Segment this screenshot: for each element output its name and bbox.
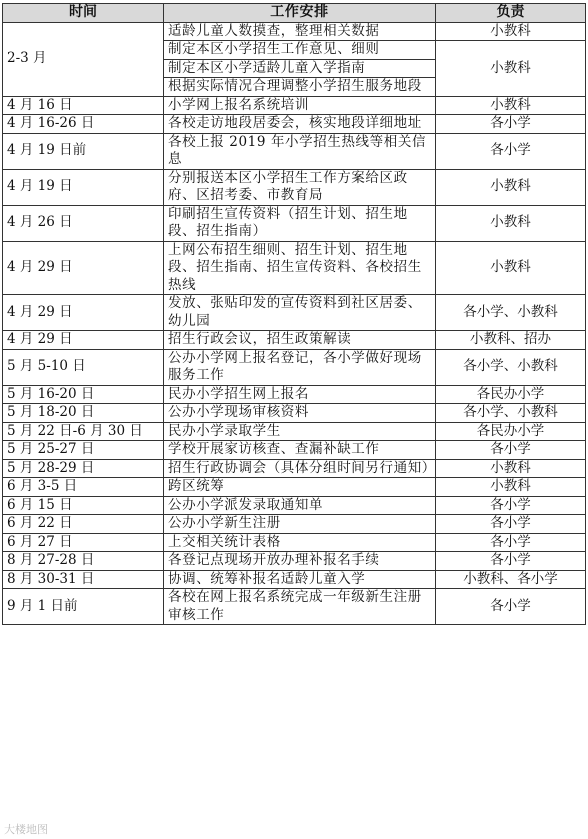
responsible-cell: 小教科 [436, 241, 586, 295]
time-cell: 5 月 25-27 日 [3, 441, 164, 460]
responsible-cell: 各小学 [436, 533, 586, 552]
table-row [3, 96, 586, 115]
responsible-cell: 小教科 [436, 205, 586, 241]
time-cell: 5 月 16-20 日 [3, 385, 164, 404]
table-row [3, 496, 586, 515]
task-cell: 学校开展家访核查、查漏补缺工作 [164, 441, 436, 460]
watermark: 大楼地图 [4, 823, 48, 836]
time-cell: 4 月 19 日前 [3, 133, 164, 169]
time-cell: 4 月 29 日 [3, 331, 164, 350]
responsible-cell: 小教科、各小学 [436, 570, 586, 589]
responsible-cell: 小教科、招办 [436, 331, 586, 350]
table-row [3, 295, 586, 331]
table-row [3, 404, 586, 423]
time-cell: 9 月 1 日前 [3, 589, 164, 625]
time-cell: 5 月 22 日-6 月 30 日 [3, 422, 164, 441]
table-row [3, 385, 586, 404]
time-cell: 4 月 29 日 [3, 241, 164, 295]
task-cell: 各校走访地段居委会，核实地段详细地址 [164, 115, 436, 134]
time-cell: 6 月 27 日 [3, 533, 164, 552]
table-row [3, 515, 586, 534]
header-task: 工作安排 [164, 4, 436, 23]
responsible-cell: 各小学、小教科 [436, 404, 586, 423]
task-cell: 各校在网上报名系统完成一年级新生注册审核工作 [164, 589, 436, 625]
table-row [3, 241, 586, 295]
header-row [3, 4, 586, 23]
time-cell: 4 月 26 日 [3, 205, 164, 241]
block-task-cell: 适龄儿童人数摸查，整理相关数据 [164, 22, 436, 41]
time-cell: 8 月 30-31 日 [3, 570, 164, 589]
responsible-cell: 小教科 [436, 96, 586, 115]
task-cell: 上网公布招生细则、招生计划、招生地段、招生指南、招生宣传资料、各校招生热线 [164, 241, 436, 295]
task-cell: 公办小学新生注册 [164, 515, 436, 534]
table-row [3, 459, 586, 478]
schedule-table [2, 3, 586, 625]
responsible-cell: 各小学 [436, 441, 586, 460]
time-cell: 4 月 29 日 [3, 295, 164, 331]
task-cell: 民办小学招生网上报名 [164, 385, 436, 404]
header-time: 时间 [3, 4, 164, 23]
task-cell: 分别报送本区小学招生工作方案给区政府、区招考委、市教育局 [164, 169, 436, 205]
table-row [3, 570, 586, 589]
time-cell: 6 月 15 日 [3, 496, 164, 515]
table-row [3, 441, 586, 460]
task-cell: 发放、张贴印发的宣传资料到社区居委、幼儿园 [164, 295, 436, 331]
time-cell: 4 月 16 日 [3, 96, 164, 115]
task-cell: 招生行政会议，招生政策解读 [164, 331, 436, 350]
time-cell: 4 月 19 日 [3, 169, 164, 205]
block-task-cell: 制定本区小学适龄儿童入学指南 [164, 59, 436, 78]
task-cell: 公办小学现场审核资料 [164, 404, 436, 423]
table-row [3, 552, 586, 571]
task-cell: 招生行政协调会（具体分组时间另行通知） [164, 459, 436, 478]
responsible-cell: 各小学 [436, 552, 586, 571]
table-row [3, 133, 586, 169]
responsible-cell: 各民办小学 [436, 385, 586, 404]
block-resp-cell: 小教科 [436, 22, 586, 41]
table-row [3, 349, 586, 385]
task-cell: 公办小学派发录取通知单 [164, 496, 436, 515]
block-task-cell: 制定本区小学招生工作意见、细则 [164, 41, 436, 60]
task-cell: 跨区统筹 [164, 478, 436, 497]
block-task-cell: 根据实际情况合理调整小学招生服务地段 [164, 78, 436, 97]
task-cell: 上交相关统计表格 [164, 533, 436, 552]
responsible-cell: 小教科 [436, 169, 586, 205]
table-row [3, 115, 586, 134]
responsible-cell: 各小学 [436, 589, 586, 625]
table-row [3, 169, 586, 205]
responsible-cell: 小教科 [436, 478, 586, 497]
responsible-cell: 各小学、小教科 [436, 349, 586, 385]
responsible-cell: 各小学 [436, 496, 586, 515]
time-cell: 6 月 22 日 [3, 515, 164, 534]
table-row [3, 478, 586, 497]
time-cell: 8 月 27-28 日 [3, 552, 164, 571]
table-row [3, 589, 586, 625]
task-cell: 公办小学网上报名登记，各小学做好现场服务工作 [164, 349, 436, 385]
time-cell: 4 月 16-26 日 [3, 115, 164, 134]
task-cell: 民办小学录取学生 [164, 422, 436, 441]
table-row [3, 422, 586, 441]
task-cell: 协调、统筹补报名适龄儿童入学 [164, 570, 436, 589]
time-cell: 5 月 5-10 日 [3, 349, 164, 385]
table-row [3, 533, 586, 552]
task-cell: 各登记点现场开放办理补报名手续 [164, 552, 436, 571]
block-time-cell: 2-3 月 [3, 22, 164, 96]
task-cell: 各校上报 2019 年小学招生热线等相关信息 [164, 133, 436, 169]
responsible-cell: 各小学、小教科 [436, 295, 586, 331]
responsible-cell: 各小学 [436, 133, 586, 169]
task-cell: 小学网上报名系统培训 [164, 96, 436, 115]
task-cell: 印刷招生宣传资料（招生计划、招生地段、招生指南） [164, 205, 436, 241]
table-row [3, 22, 586, 41]
time-cell: 5 月 28-29 日 [3, 459, 164, 478]
responsible-cell: 各小学 [436, 115, 586, 134]
time-cell: 5 月 18-20 日 [3, 404, 164, 423]
time-cell: 6 月 3-5 日 [3, 478, 164, 497]
block-resp-cell: 小教科 [436, 41, 586, 97]
responsible-cell: 各小学 [436, 515, 586, 534]
responsible-cell: 小教科 [436, 459, 586, 478]
table-row [3, 205, 586, 241]
responsible-cell: 各民办小学 [436, 422, 586, 441]
table-row [3, 331, 586, 350]
header-responsible: 负责 [436, 4, 586, 23]
